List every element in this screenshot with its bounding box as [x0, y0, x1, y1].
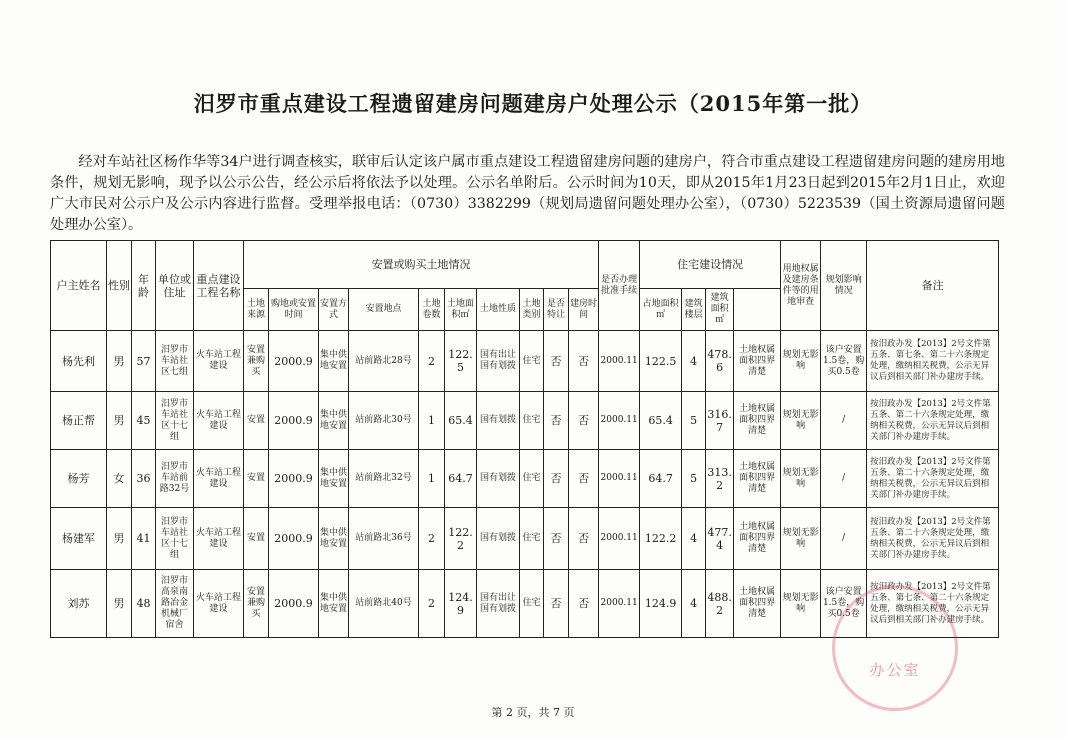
- cell-land-vol: 2: [419, 570, 445, 638]
- cell-project: 火车站工程建设: [194, 450, 244, 508]
- cell-resettle-method: 集中供地安置: [319, 570, 349, 638]
- cell-remark: /: [821, 392, 867, 450]
- header-house-group: 住宅建设情况: [640, 241, 781, 289]
- cell-build-area: 488.2: [706, 570, 734, 638]
- header-land-group: 安置或购买土地情况: [244, 241, 599, 289]
- cell-floor-area: 122.2: [640, 508, 682, 570]
- cell-build-time: 2000.11: [599, 508, 640, 570]
- cell-approval: 否: [569, 450, 599, 508]
- cell-remark: /: [821, 508, 867, 570]
- cell-unit: 汨罗市车站社区十七组: [156, 392, 194, 450]
- cell-planning: 规划无影响: [781, 570, 821, 638]
- seal-text: 办公室: [869, 661, 921, 679]
- cell-land-source: 安置: [244, 508, 269, 570]
- cell-land-nature: 国有出让国有划拨: [477, 331, 520, 392]
- cell-land-vol: 2: [419, 508, 445, 570]
- header-land-nature: 土地性质: [477, 289, 520, 331]
- cell-build-area: 477.4: [706, 508, 734, 570]
- cell-land-vol: 1: [419, 392, 445, 450]
- cell-floor-area: 65.4: [640, 392, 682, 450]
- cell-planning: 规划无影响: [781, 450, 821, 508]
- table-row: [51, 508, 999, 570]
- cell-project: 火车站工程建设: [194, 570, 244, 638]
- official-seal-stamp: [832, 585, 958, 711]
- cell-build-time: 2000.11: [599, 331, 640, 392]
- header-land-source: 土地来源: [244, 289, 269, 331]
- cell-floors: 4: [682, 570, 706, 638]
- cell-rights-review: 土地权属面积四界清楚: [734, 392, 781, 450]
- cell-age: 41: [132, 508, 156, 570]
- header-build-time: 建房时间: [569, 289, 599, 331]
- cell-owner: 刘苏: [51, 570, 107, 638]
- cell-land-type: 住宅: [520, 508, 544, 570]
- cell-purchase-time: 2000.9: [269, 392, 319, 450]
- header-resettle-location: 安置地点: [349, 289, 419, 331]
- cell-rights-review: 土地权属面积四界清楚: [734, 508, 781, 570]
- cell-land-nature: 国有出让国有划拨: [477, 570, 520, 638]
- header-land-type: 土地类别: [520, 289, 544, 331]
- cell-remark: /: [821, 450, 867, 508]
- cell-special: 否: [544, 392, 569, 450]
- header-planning: 规划影响情况: [821, 241, 867, 331]
- cell-special: 否: [544, 450, 569, 508]
- cell-planning: 规划无影响: [781, 508, 821, 570]
- cell-purchase-time: 2000.9: [269, 508, 319, 570]
- cell-land-nature: 国有划拨: [477, 450, 520, 508]
- cell-floors: 5: [682, 392, 706, 450]
- cell-land-nature: 国有划拨: [477, 392, 520, 450]
- cell-purchase-time: 2000.9: [269, 450, 319, 508]
- header-land-area: 土地面积㎡: [445, 289, 477, 331]
- cell-gender: 男: [107, 508, 132, 570]
- cell-approval: 否: [569, 331, 599, 392]
- cell-resettle-method: 集中供地安置: [319, 392, 349, 450]
- header-approval: 是否办理批准手续: [599, 241, 640, 331]
- cell-build-area: 316.7: [706, 392, 734, 450]
- header-build-area: 建筑面积㎡: [706, 289, 734, 331]
- cell-resettle-method: 集中供地安置: [319, 508, 349, 570]
- cell-floors: 4: [682, 331, 706, 392]
- table-row: [51, 392, 999, 450]
- cell-unit: 汨罗市车站社区七组: [156, 331, 194, 392]
- cell-floors: 4: [682, 508, 706, 570]
- header-floors: 建筑楼层: [682, 289, 706, 331]
- cell-rights-review: 土地权属面积四界清楚: [734, 450, 781, 508]
- cell-resettle-location: 站前路北32号: [349, 450, 419, 508]
- cell-owner: 杨先利: [51, 331, 107, 392]
- cell-remark: 该户安置1.5卷，购买0.5卷: [821, 331, 867, 392]
- cell-opinion: 按汨政办发【2013】2号文件第五条、第二十六条规定处理，缴纳相关税费，公示无异议后到相关部门补办建房手续。: [867, 508, 999, 570]
- table-row: [51, 331, 999, 392]
- cell-approval: 否: [569, 570, 599, 638]
- cell-opinion: 按汨政办发【2013】2号文件第五条、第七条、第二十六条规定处理，缴纳相关税费，公示无异议后到相关部门补办建房手续。: [867, 331, 999, 392]
- cell-land-source: 安置: [244, 392, 269, 450]
- cell-resettle-method: 集中供地安置: [319, 331, 349, 392]
- cell-remark: 该户安置1.5卷，购买0.5卷: [821, 570, 867, 638]
- cell-planning: 规划无影响: [781, 392, 821, 450]
- cell-land-source: 安置兼购买: [244, 570, 269, 638]
- intro-paragraph: 经对车站社区杨作华等34户进行调查核实，联审后认定该户属市重点建设工程遗留建房问题的建房户，符合市重点建设工程遗留建房问题的建房用地条件，规划无影响，现予以公示公告，经公示后将依法予以处理。公示名单附后。公示时间为10天，即从2015年1月23日起到2015年2月1日止，欢迎广大市民对公示户及公示内容进行监督。受理举报电话：（0730）3382299（规划局遗留问题处理办公室），（0730）5223539（国土资源局遗留问题处理办公室）。: [50, 154, 1005, 233]
- cell-owner: 杨建军: [51, 508, 107, 570]
- header-land-vol: 土地卷数: [419, 289, 445, 331]
- cell-build-time: 2000.11: [599, 392, 640, 450]
- cell-resettle-location: 站前路北36号: [349, 508, 419, 570]
- cell-gender: 女: [107, 450, 132, 508]
- cell-project: 火车站工程建设: [194, 331, 244, 392]
- cell-unit: 汨罗市高泉南路冶金机械厂宿舍: [156, 570, 194, 638]
- header-purchase-time: 购地或安置时间: [269, 289, 319, 331]
- cell-land-area: 124.9: [445, 570, 477, 638]
- cell-build-time: 2000.11: [599, 450, 640, 508]
- cell-unit: 汨罗市车站社区十七组: [156, 508, 194, 570]
- cell-owner: 杨芳: [51, 450, 107, 508]
- header-unit: 单位或住址: [156, 241, 194, 331]
- cell-rights-review: 土地权属面积四界清楚: [734, 570, 781, 638]
- cell-planning: 规划无影响: [781, 331, 821, 392]
- cell-owner: 杨正帮: [51, 392, 107, 450]
- cell-land-area: 64.7: [445, 450, 477, 508]
- header-floor-area: 占地面积㎡: [640, 289, 682, 331]
- cell-build-time: 2000.11: [599, 570, 640, 638]
- cell-approval: 否: [569, 392, 599, 450]
- cell-floor-area: 122.5: [640, 331, 682, 392]
- cell-land-area: 122.2: [445, 508, 477, 570]
- cell-land-area: 65.4: [445, 392, 477, 450]
- cell-approval: 否: [569, 508, 599, 570]
- cell-land-vol: 1: [419, 450, 445, 508]
- cell-special: 否: [544, 331, 569, 392]
- header-remark: 备注: [867, 241, 999, 331]
- cell-land-source: 安置兼购买: [244, 331, 269, 392]
- table-row: [51, 450, 999, 508]
- page-title: 汨罗市重点建设工程遗留建房问题建房户处理公示（2015年第一批）: [193, 91, 873, 116]
- cell-project: 火车站工程建设: [194, 392, 244, 450]
- cell-opinion: 按汨政办发【2013】2号文件第五条、第七条、第二十六条规定处理，缴纳相关税费，公示无异议后到相关部门补办建房手续。: [867, 570, 999, 638]
- cell-special: 否: [544, 570, 569, 638]
- cell-opinion: 按汨政办发【2013】2号文件第五条、第二十六条规定处理，缴纳相关税费，公示无异议后到相关部门补办建房手续。: [867, 450, 999, 508]
- header-special: 是否特让: [544, 289, 569, 331]
- header-resettle-method: 安置方式: [319, 289, 349, 331]
- cell-unit: 汨罗市车站前路32号: [156, 450, 194, 508]
- cell-resettle-location: 站前路北28号: [349, 331, 419, 392]
- cell-resettle-location: 站前路北40号: [349, 570, 419, 638]
- cell-floor-area: 124.9: [640, 570, 682, 638]
- notice-table: [50, 240, 999, 638]
- cell-special: 否: [544, 508, 569, 570]
- cell-land-nature: 国有划拨: [477, 508, 520, 570]
- cell-purchase-time: 2000.9: [269, 331, 319, 392]
- cell-land-source: 安置: [244, 450, 269, 508]
- cell-gender: 男: [107, 570, 132, 638]
- cell-resettle-location: 站前路北30号: [349, 392, 419, 450]
- cell-land-area: 122.5: [445, 331, 477, 392]
- header-owner: 户主姓名: [51, 241, 107, 331]
- cell-rights-review: 土地权属面积四界清楚: [734, 331, 781, 392]
- cell-age: 36: [132, 450, 156, 508]
- cell-build-area: 313.2: [706, 450, 734, 508]
- cell-gender: 男: [107, 331, 132, 392]
- cell-build-area: 478.6: [706, 331, 734, 392]
- cell-floors: 5: [682, 450, 706, 508]
- cell-age: 48: [132, 570, 156, 638]
- cell-land-type: 住宅: [520, 331, 544, 392]
- cell-land-type: 住宅: [520, 450, 544, 508]
- cell-purchase-time: 2000.9: [269, 570, 319, 638]
- cell-land-vol: 2: [419, 331, 445, 392]
- header-project: 重点建设工程名称: [194, 241, 244, 331]
- cell-land-type: 住宅: [520, 570, 544, 638]
- header-age: 年龄: [132, 241, 156, 331]
- cell-opinion: 按汨政办发【2013】2号文件第五条、第二十六条规定处理，缴纳相关税费，公示无异议后到相关部门补办建房手续。: [867, 392, 999, 450]
- cell-age: 45: [132, 392, 156, 450]
- cell-floor-area: 64.7: [640, 450, 682, 508]
- cell-project: 火车站工程建设: [194, 508, 244, 570]
- header-rights-review: 用地权属及建房条件等的用地审查: [781, 241, 821, 331]
- page-number: 第 2 页，共 7 页: [491, 706, 575, 719]
- cell-resettle-method: 集中供地安置: [319, 450, 349, 508]
- header-gender: 性别: [107, 241, 132, 331]
- cell-land-type: 住宅: [520, 392, 544, 450]
- header-row-1: [51, 241, 999, 289]
- cell-gender: 男: [107, 392, 132, 450]
- cell-age: 57: [132, 331, 156, 392]
